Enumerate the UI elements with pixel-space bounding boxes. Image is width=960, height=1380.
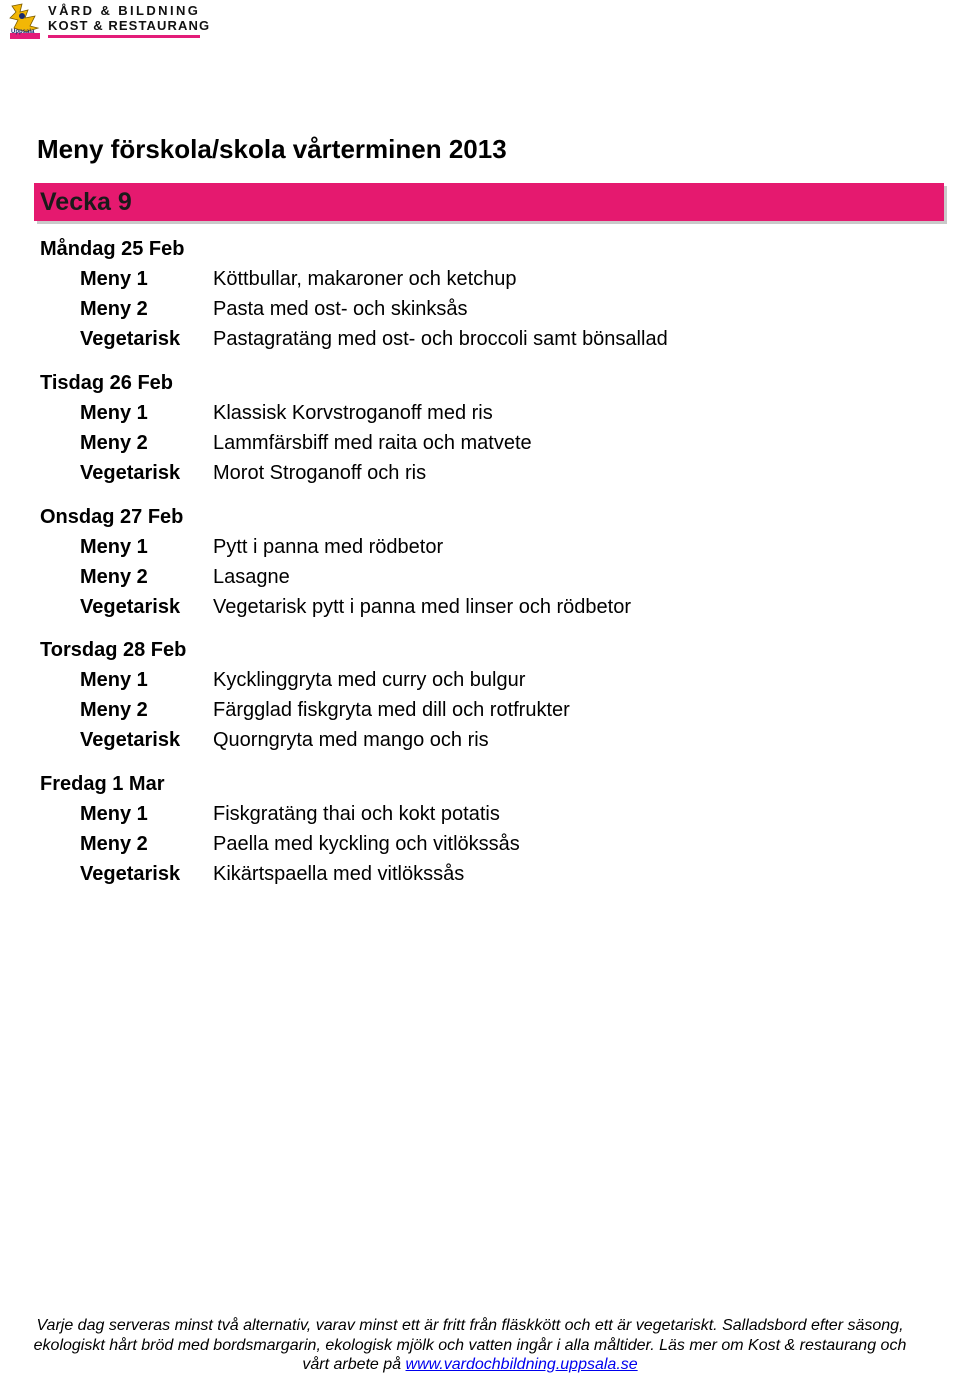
menu-row: [40, 665, 920, 695]
menu-row: [40, 324, 920, 354]
day-name: Torsdag 28 Feb: [40, 639, 187, 661]
logo-accent-rule: [48, 35, 200, 38]
day-block-thursday: [40, 635, 920, 755]
menu-dish-text: Morot Stroganoff och ris: [213, 462, 427, 484]
day-block-tuesday: [40, 368, 920, 488]
menu-dish-text: Färgglad fiskgryta med dill och rotfrukter: [213, 699, 570, 721]
menu-dish-text: Lammfärsbiff med raita och matvete: [213, 432, 532, 454]
menu-row: [40, 532, 920, 562]
week-header-bar: [34, 183, 944, 221]
menu-dish-text: Pasta med ost- och skinksås: [213, 298, 468, 320]
menu-row: [40, 695, 920, 725]
logo-line-2: KOST & RESTAURANG: [48, 18, 211, 33]
menu-row: [40, 725, 920, 755]
menu-dish-text: Kycklinggryta med curry och bulgur: [213, 669, 526, 691]
menu-type-label: Vegetarisk: [80, 596, 181, 618]
footer-line-2: ekologiskt hårt bröd med bordsmargarin, ekologisk mjölk och vatten ingår i alla måltider. Läs mer om Kost & restaurang och: [33, 1336, 907, 1354]
menu-row: [40, 294, 920, 324]
menu-type-label: Vegetarisk: [80, 328, 181, 350]
menu-dish-text: Quorngryta med mango och ris: [213, 729, 489, 751]
logo-line-1: VÅRD & BILDNING: [48, 3, 201, 18]
menu-dish-text: Fiskgratäng thai och kokt potatis: [213, 803, 500, 825]
menu-row: [40, 799, 920, 829]
organization-logo: [8, 2, 211, 40]
menu-row: [40, 428, 920, 458]
menu-dish-text: Köttbullar, makaroner och ketchup: [213, 268, 517, 290]
menu-type-label: Meny 2: [80, 566, 148, 588]
week-label: Vecka 9: [40, 188, 132, 216]
day-block-monday: [40, 234, 920, 354]
menu-row: [40, 562, 920, 592]
menu-row: [40, 398, 920, 428]
menu-type-label: Meny 2: [80, 699, 148, 721]
menu-dish-text: Kikärtspaella med vitlökssås: [213, 863, 465, 885]
menu-row: [40, 458, 920, 488]
footer-line-1: Varje dag serveras minst två alternativ, varav minst ett är fritt från fläskkött och ett är vegetariskt. Salladsbord efter säsong,: [36, 1317, 904, 1334]
menu-type-label: Meny 1: [80, 803, 148, 825]
menu-type-label: Meny 2: [80, 432, 148, 454]
menu-dish-text: Lasagne: [213, 566, 290, 588]
menu-row: [40, 264, 920, 294]
logo-city-text: Uppsala: [11, 29, 35, 35]
footer-line-3-prefix: vårt arbete på: [302, 1356, 406, 1373]
day-block-wednesday: [40, 502, 920, 622]
menu-dish-text: Klassisk Korvstroganoff med ris: [213, 402, 493, 424]
day-name: Måndag 25 Feb: [40, 238, 185, 260]
menu-row: [40, 859, 920, 889]
menu-type-label: Vegetarisk: [80, 729, 181, 751]
day-name: Fredag 1 Mar: [40, 773, 165, 795]
menu-type-label: Meny 1: [80, 669, 148, 691]
menu-type-label: Meny 2: [80, 298, 148, 320]
menu-dish-text: Paella med kyckling och vitlökssås: [213, 833, 520, 855]
menu-type-label: Vegetarisk: [80, 863, 181, 885]
document-title: Meny förskola/skola vårterminen 2013: [37, 134, 507, 164]
footer-note: [0, 1316, 940, 1375]
menu-dish-text: Pytt i panna med rödbetor: [213, 536, 444, 558]
menu-row: [40, 592, 920, 622]
day-block-friday: [40, 769, 920, 889]
menu-type-label: Meny 1: [80, 402, 148, 424]
menu-row: [40, 829, 920, 859]
menu-type-label: Vegetarisk: [80, 462, 181, 484]
menu-type-label: Meny 1: [80, 536, 148, 558]
footer-line-3: [0, 1355, 940, 1375]
menu-type-label: Meny 1: [80, 268, 148, 290]
menu-dish-text: Vegetarisk pytt i panna med linser och rödbetor: [213, 596, 632, 618]
menu-dish-text: Pastagratäng med ost- och broccoli samt bönsallad: [213, 328, 668, 350]
day-name: Onsdag 27 Feb: [40, 506, 184, 528]
day-name: Tisdag 26 Feb: [40, 372, 174, 394]
menu-type-label: Meny 2: [80, 833, 148, 855]
website-link[interactable]: www.vardochbildning.uppsala.se: [405, 1356, 638, 1373]
